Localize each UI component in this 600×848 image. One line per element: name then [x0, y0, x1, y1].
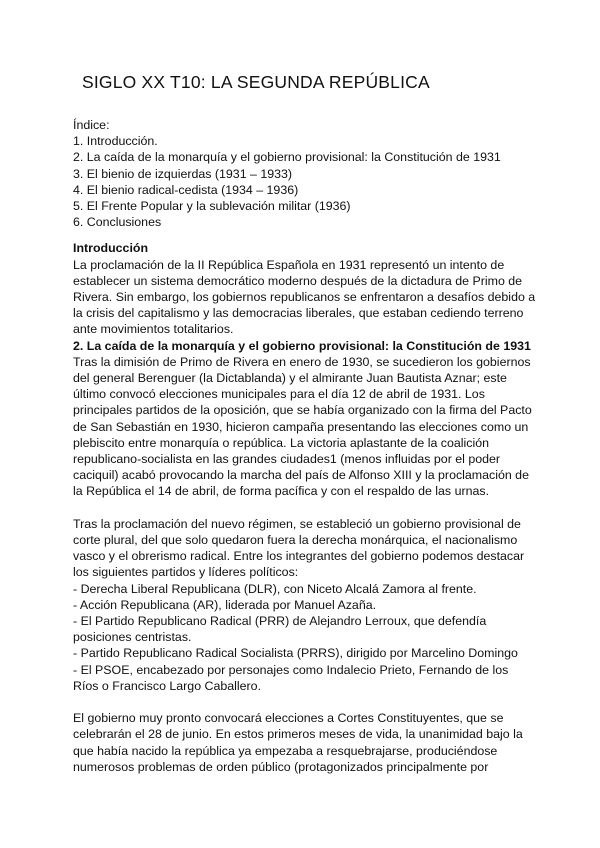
text-line: numerosos problemas de orden público (protagonizados principalmente por [73, 759, 489, 774]
list-item: - El PSOE, encabezado por personajes como Indalecio Prieto, Fernando de los [73, 662, 509, 677]
text-line: republicano-socialista en las grandes ciudades1 (menos influidas por el poder [73, 452, 501, 467]
section2-paragraph-2 [73, 516, 543, 694]
text-line: último convocó elecciones municipales para el día 12 de abril de 1931. Los [73, 387, 485, 402]
text-line: plebiscito entre monarquía o república. La victoria aplastante de la coalición [73, 435, 490, 450]
index-item: 1. Introducción. [73, 134, 158, 149]
text-line: ante movimientos totalitarios. [73, 322, 234, 337]
intro-paragraph [73, 257, 543, 338]
text-line: Tras la proclamación del nuevo régimen, se estableció un gobierno provisional de [73, 516, 521, 531]
document-body [73, 117, 543, 775]
section2-paragraph-3 [73, 710, 543, 775]
text-line: corte plural, del que solo quedaron fuera la derecha monárquica, el nacionalismo [73, 533, 518, 548]
text-line: Tras la dimisión de Primo de Rivera en enero de 1930, se sucedieron los gobiernos [73, 354, 531, 369]
list-item: - Acción Republicana (AR), liderada por Manuel Azaña. [73, 597, 377, 612]
text-line: de San Sebastián en 1930, hicieron campaña presentando las elecciones como un [73, 419, 529, 434]
index-label: Índice: [73, 118, 110, 132]
text-line: los siguientes partidos y líderes políticos: [73, 565, 299, 580]
text-line: caciquil) acabó provocando la marcha del país de Alfonso XIII y la proclamación de [73, 468, 529, 483]
list-item: - Derecha Liberal Republicana (DLR), con Niceto Alcalá Zamora al frente. [73, 581, 477, 596]
index-item: 4. El bienio radical-cedista (1934 – 1936) [73, 182, 299, 197]
text-line: la República el 14 de abril, de forma pacífica y con el respaldo de las urnas. [73, 484, 490, 499]
text-line: El gobierno muy pronto convocará elecciones a Cortes Constituyentes, que se [73, 711, 504, 726]
text-line: la crisis del capitalismo y las democracias liberales, que estaban cediendo terreno [73, 306, 524, 321]
text-line: La proclamación de la II República Española en 1931 representó un intento de [73, 257, 505, 272]
text-line: posiciones centristas. [73, 630, 192, 645]
list-item: - El Partido Republicano Radical (PRR) de Alejandro Lerroux, que defendía [73, 614, 487, 629]
text-line: que había nacido la república ya empezaba a resquebrajarse, produciéndose [73, 743, 498, 758]
section2-heading: 2. La caída de la monarquía y el gobierno provisional: la Constitución de 1931 [73, 338, 531, 353]
page-title: SIGLO XX T10: LA SEGUNDA REPÚBLICA [82, 72, 430, 92]
list-item: - Partido Republicano Radical Socialista (PRRS), dirigido por Marcelino Domingo [73, 646, 518, 661]
text-line: Rivera. Sin embargo, los gobiernos republicanos se enfrentaron a desafíos debido a [73, 290, 536, 305]
index-item: 3. El bienio de izquierdas (1931 – 1933) [73, 166, 293, 181]
index-list [73, 133, 543, 230]
index-item: 2. La caída de la monarquía y el gobierno provisional: la Constitución de 1931 [73, 150, 501, 165]
section2-paragraph-1 [73, 354, 543, 500]
intro-heading: Introducción [73, 241, 149, 256]
text-line: establecer un sistema democrático moderno después de la dictadura de Primo de [73, 273, 523, 288]
text-line: del general Berenguer (la Dictablanda) y el almirante Juan Bautista Aznar; este [73, 371, 507, 386]
index-item: 5. El Frente Popular y la sublevación militar (1936) [73, 199, 351, 214]
text-line: principales partidos de la oposición, que se había organizado con la firma del Pacto [73, 403, 532, 418]
text-line: vasco y el obrerismo radical. Entre los integrantes del gobierno podemos destacar [73, 549, 525, 564]
index-item: 6. Conclusiones [73, 215, 162, 230]
text-line: celebrarán el 28 de junio. En estos primeros meses de vida, la unanimidad bajo la [73, 727, 523, 742]
text-line: Ríos o Francisco Largo Caballero. [73, 678, 262, 693]
